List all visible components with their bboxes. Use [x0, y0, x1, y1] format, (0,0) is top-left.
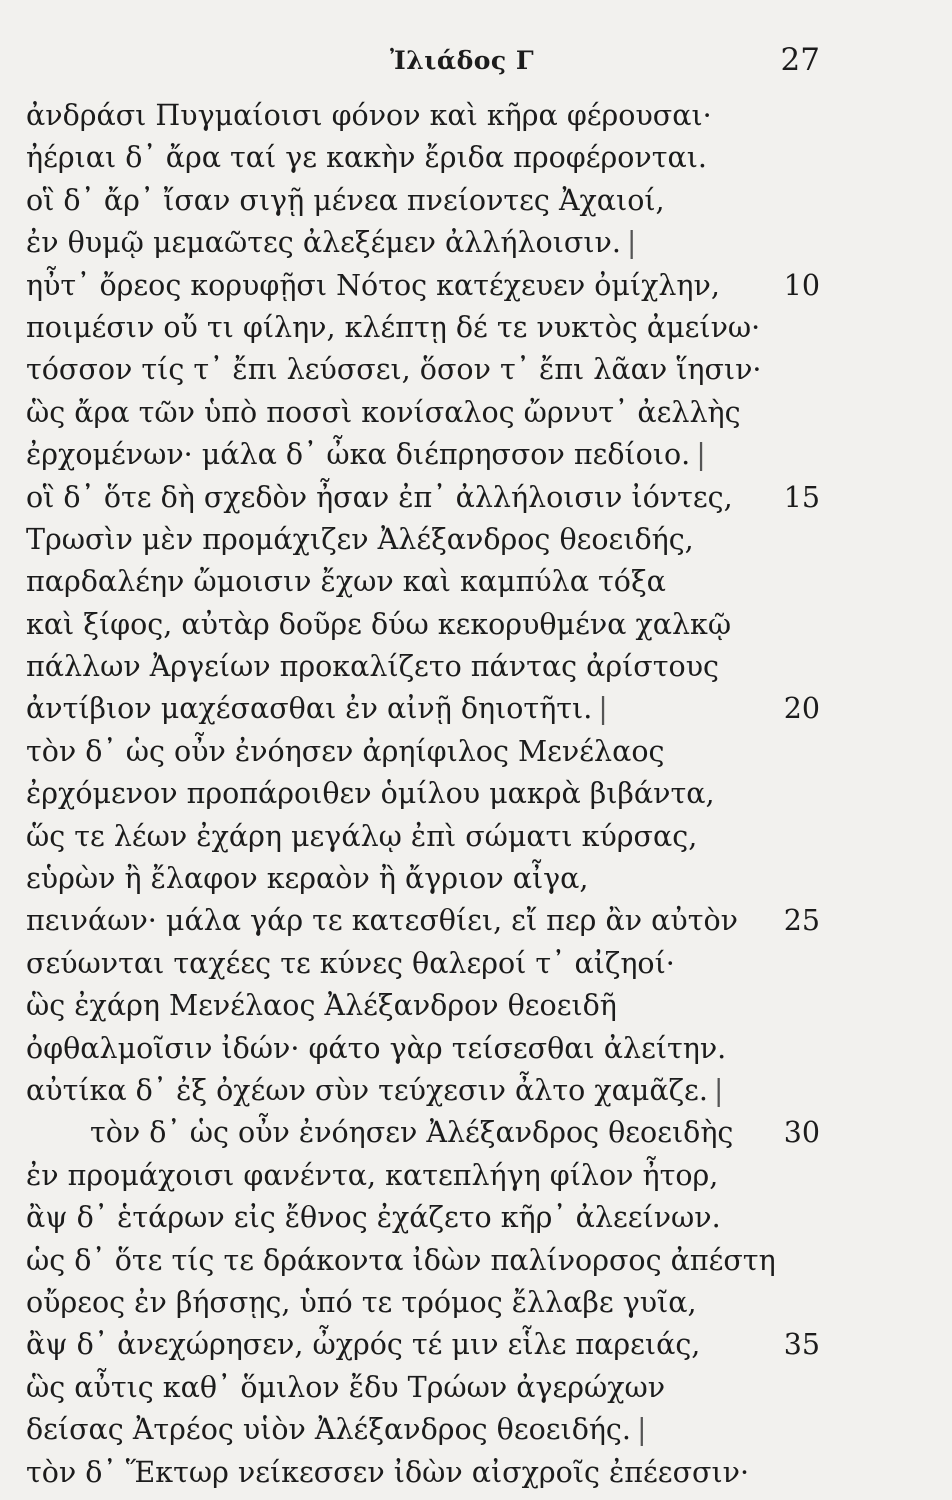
section-mark: |	[598, 692, 608, 726]
verse-line	[0, 900, 952, 942]
verse-text	[26, 773, 715, 815]
section-mark: |	[636, 1413, 647, 1447]
verse-line	[0, 688, 952, 730]
verse-line	[0, 858, 952, 900]
verse-words: οἳ δ᾽ ὅτε δὴ σχεδὸν ἦσαν ἐπ᾽ ἀλλήλοισιν ἰόντες,	[26, 480, 733, 514]
verse-words: ὥς τε λέων ἐχάρη μεγάλῳ ἐπὶ σώματι κύρσας,	[26, 819, 698, 853]
verse-text	[26, 900, 738, 942]
verse-words: εὑρὼν ἢ ἔλαφον κεραὸν ἢ ἄγριον αἶγα,	[26, 862, 589, 896]
verse-words: ἀντίβιον μαχέσασθαι ἐν αἰνῇ δηιοτῆτι.	[26, 692, 593, 726]
verse-words: ποιμέσιν οὔ τι φίλην, κλέπτῃ δέ τε νυκτὸς ἀμείνω·	[26, 310, 761, 344]
verse-words: ἐρχόμενον προπάροιθεν ὁμίλου μακρὰ βιβάντα,	[26, 777, 715, 811]
verse-line	[0, 604, 952, 646]
verse-text	[26, 858, 588, 900]
verse-words: ὣς ἐχάρη Μενέλαος Ἀλέξανδρον θεοειδῆ	[26, 989, 617, 1023]
verse-line	[0, 773, 952, 815]
verse-line	[0, 180, 952, 222]
verse-line	[0, 137, 952, 179]
verse-line	[0, 646, 952, 688]
verse-text	[26, 392, 741, 434]
verse-words: ὡς δ᾽ ὅτε τίς τε δράκοντα ἰδὼν παλίνορσος ἀπέστη	[26, 1243, 776, 1277]
line-number: 30	[783, 1116, 820, 1150]
line-number: 35	[783, 1328, 820, 1362]
verse-words: ἐν θυμῷ μεμαῶτες ἀλεξέμεν ἀλλήλοισιν.	[26, 226, 621, 260]
verse-words: ἀνδράσι Πυγμαίοισι φόνον καὶ κῆρα φέρουσαι·	[26, 99, 712, 132]
verse-words: ηὖτ᾽ ὄρεος κορυφῇσι Νότος κατέχευεν ὀμίχλην,	[26, 268, 720, 302]
section-mark: |	[696, 438, 706, 472]
verse-text	[26, 561, 666, 603]
line-number: 20	[783, 692, 820, 726]
verse-line	[0, 392, 952, 434]
verse-line	[0, 943, 952, 985]
verse-words: οἳ δ᾽ ἄρ᾽ ἴσαν σιγῇ μένεα πνείοντες Ἀχαιοί,	[26, 183, 665, 217]
verse-text	[26, 604, 731, 646]
verse-line	[0, 1324, 952, 1366]
verse-line	[0, 1155, 952, 1197]
verse-words: τὸν δ᾽ ὡς οὖν ἐνόησεν ἀρηίφιλος Μενέλαος	[26, 734, 665, 768]
verse-line	[0, 265, 952, 307]
verse-text	[26, 95, 712, 137]
verse-line	[0, 1282, 952, 1324]
verse-text	[26, 222, 637, 264]
verse-text	[26, 477, 733, 519]
verse-text	[26, 180, 665, 222]
verse-text	[90, 1112, 733, 1154]
verse-text	[26, 1070, 724, 1112]
verse-text	[26, 1240, 776, 1282]
section-mark: |	[626, 226, 637, 260]
verse-text	[26, 646, 719, 688]
running-head	[0, 42, 952, 86]
verse-words: πεινάων· μάλα γάρ τε κατεσθίει, εἴ περ ἂν αὐτὸν	[26, 904, 738, 938]
verse-line	[0, 95, 952, 137]
verse-line	[0, 731, 952, 773]
verse-text	[26, 1155, 718, 1197]
verse-line	[0, 561, 952, 603]
verse-words: ἠέριαι δ᾽ ἄρα ταί γε κακὴν ἔριδα προφέρονται.	[26, 141, 707, 175]
verse-text	[26, 1452, 749, 1494]
verse-words: σεύωνται ταχέες τε κύνες θαλεροί τ᾽ αἰζηοί·	[26, 946, 675, 980]
verse-line	[0, 1240, 952, 1282]
verse-text	[26, 688, 608, 730]
verse-text	[26, 1324, 700, 1366]
running-title: Ἰλιάδος Γ	[390, 46, 535, 75]
verse-words: οὔρεος ἐν βήσσῃς, ὑπό τε τρόμος ἔλλαβε γυῖα,	[26, 1285, 697, 1319]
verse-line	[0, 1028, 952, 1070]
verse-text	[26, 265, 720, 307]
verse-line	[0, 1112, 952, 1154]
verse-line	[0, 1070, 952, 1112]
verse-words: πάλλων Ἀργείων προκαλίζετο πάντας ἀρίστους	[26, 650, 719, 684]
verse-words: ὣς αὖτις καθ᾽ ὅμιλον ἔδυ Τρώων ἀγερώχων	[26, 1370, 666, 1404]
verse-words: τόσσον τίς τ᾽ ἔπι λεύσσει, ὅσον τ᾽ ἔπι λᾶαν ἵησιν·	[26, 353, 762, 387]
verse-words: ἐρχομένων· μάλα δ᾽ ὦκα διέπρησσον πεδίοιο.	[26, 438, 691, 472]
section-mark: |	[713, 1073, 724, 1107]
verse-line	[0, 477, 952, 519]
verse-text	[26, 1282, 697, 1324]
verse-text	[26, 349, 762, 391]
verse-text	[26, 943, 675, 985]
line-number: 10	[783, 268, 820, 302]
verse-text	[26, 1197, 721, 1239]
line-number: 25	[783, 904, 820, 938]
verse-words: ἂψ δ᾽ ἀνεχώρησεν, ὦχρός τέ μιν εἷλε παρειάς,	[26, 1328, 701, 1362]
verse-text	[26, 731, 664, 773]
verse-words: ὀφθαλμοῖσιν ἰδών· φάτο γὰρ τείσεσθαι ἀλείτην.	[26, 1031, 727, 1065]
verse-line	[0, 349, 952, 391]
verse-line	[0, 1409, 952, 1451]
verse-text	[26, 137, 707, 179]
line-number: 15	[783, 480, 820, 514]
verse-line	[0, 1367, 952, 1409]
verse-line	[0, 434, 952, 476]
verse-words: αὐτίκα δ᾽ ἐξ ὀχέων σὺν τεύχεσιν ἆλτο χαμᾶζε.	[26, 1073, 708, 1107]
verse-words: δείσας Ἀτρέος υἱὸν Ἀλέξανδρος θεοειδής.	[26, 1413, 631, 1447]
verse-line	[0, 222, 952, 264]
verse-line	[0, 985, 952, 1027]
verse-text	[26, 1367, 665, 1409]
verse-line	[0, 307, 952, 349]
verse-words: ὣς ἄρα τῶν ὑπὸ ποσσὶ κονίσαλος ὤρνυτ᾽ ἀελλὴς	[26, 395, 741, 429]
verse-words: τὸν δ᾽ ὡς οὖν ἐνόησεν Ἀλέξανδρος θεοειδὴς	[90, 1116, 734, 1150]
verse-words: ἐν προμάχοισι φανέντα, κατεπλήγη φίλον ἦτορ,	[26, 1158, 719, 1192]
verse-text	[26, 434, 706, 476]
verse-words: τὸν δ᾽ Ἕκτωρ νείκεσσεν ἰδὼν αἰσχροῖς ἐπέεσσιν·	[26, 1455, 750, 1489]
verse-words: ἂψ δ᾽ ἑτάρων εἰς ἔθνος ἐχάζετο κῆρ᾽ ἀλεείνων.	[26, 1201, 721, 1235]
verse-text	[26, 985, 617, 1027]
verse-text	[26, 816, 697, 858]
verse-text	[26, 307, 760, 349]
verse-line	[0, 816, 952, 858]
verse-text	[26, 1409, 647, 1451]
verse-text	[26, 519, 694, 561]
page-number: 27	[780, 42, 820, 78]
verse-words: καὶ ξίφος, αὐτὰρ δοῦρε δύω κεκορυθμένα χαλκῷ	[26, 607, 732, 641]
verse-line	[0, 1452, 952, 1494]
verse-line	[0, 519, 952, 561]
verse-line	[0, 1197, 952, 1239]
verse-text	[26, 1028, 726, 1070]
verse-words: Τρωσὶν μὲν προμάχιζεν Ἀλέξανδρος θεοειδής,	[26, 522, 694, 556]
verse-block	[0, 95, 952, 1494]
verse-words: παρδαλέην ὤμοισιν ἔχων καὶ καμπύλα τόξα	[26, 565, 666, 599]
